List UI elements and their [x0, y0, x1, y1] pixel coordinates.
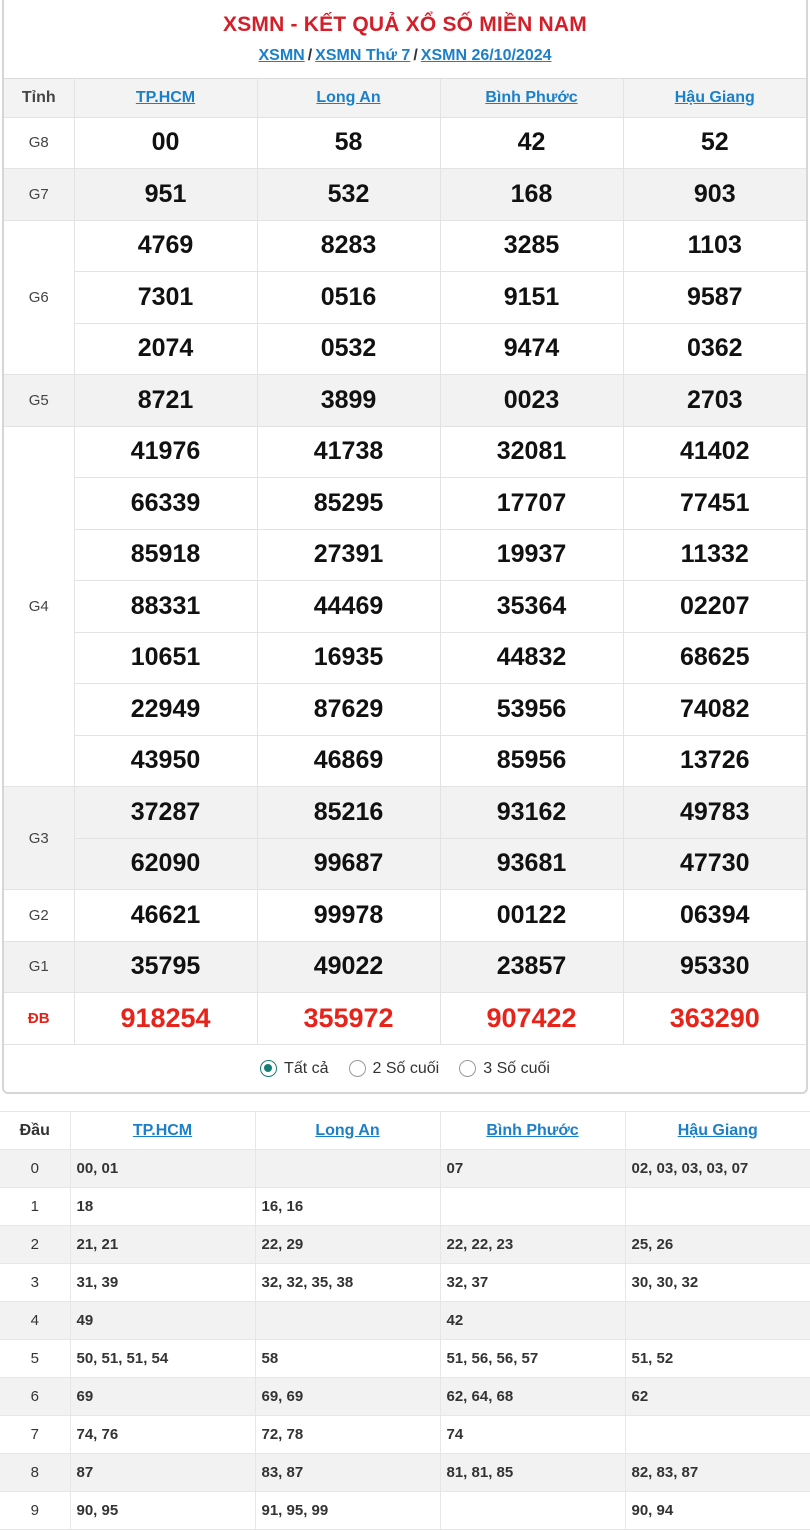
loto-cell [255, 1150, 440, 1188]
loto-cell: 62 [625, 1378, 810, 1416]
filter-option[interactable] [260, 1060, 328, 1078]
prize-number: 8721 [74, 375, 257, 427]
prize-label: G2 [4, 890, 74, 942]
prize-number: 41402 [623, 426, 806, 478]
prize-number: 62090 [74, 838, 257, 890]
prize-label: G8 [4, 117, 74, 169]
loto-header-row [0, 1112, 810, 1150]
prize-number: 44469 [257, 581, 440, 633]
loto-cell: 07 [440, 1150, 625, 1188]
prize-number: 85918 [74, 529, 257, 581]
prize-number: 49022 [257, 941, 440, 993]
filter-option[interactable] [459, 1060, 550, 1078]
loto-cell: 00, 01 [70, 1150, 255, 1188]
prize-number: 3285 [440, 220, 623, 272]
prize-label: G3 [4, 787, 74, 890]
prize-row [4, 478, 806, 530]
prize-number: 37287 [74, 787, 257, 839]
prize-row [4, 272, 806, 324]
breadcrumb-separator: / [413, 47, 418, 64]
prize-number: 9151 [440, 272, 623, 324]
loto-cell: 02, 03, 03, 03, 07 [625, 1150, 810, 1188]
prize-number: 9587 [623, 272, 806, 324]
loto-cell: 21, 21 [70, 1226, 255, 1264]
prize-row [4, 375, 806, 427]
loto-head-digit: 9 [0, 1492, 70, 1530]
prize-number: 0023 [440, 375, 623, 427]
loto-cell: 18 [70, 1188, 255, 1226]
loto-head-digit: 1 [0, 1188, 70, 1226]
loto-head-digit: 0 [0, 1150, 70, 1188]
prize-number: 32081 [440, 426, 623, 478]
loto-head-digit: 7 [0, 1416, 70, 1454]
prize-number: 11332 [623, 529, 806, 581]
prize-row [4, 220, 806, 272]
prize-number: 19937 [440, 529, 623, 581]
prize-number: 49783 [623, 787, 806, 839]
loto-province-link[interactable]: Hậu Giang [677, 1121, 758, 1139]
filter-option-label: Tất cả [284, 1059, 329, 1077]
loto-cell: 72, 78 [255, 1416, 440, 1454]
prize-row [4, 169, 806, 221]
loto-cell: 90, 95 [70, 1492, 255, 1530]
loto-province-link[interactable]: Long An [315, 1121, 380, 1139]
prize-number: 93162 [440, 787, 623, 839]
loto-cell: 51, 56, 56, 57 [440, 1340, 625, 1378]
prize-number: 9474 [440, 323, 623, 375]
prize-row [4, 529, 806, 581]
prize-number: 35364 [440, 581, 623, 633]
prize-number: 2074 [74, 323, 257, 375]
prize-row [4, 838, 806, 890]
prize-number: 77451 [623, 478, 806, 530]
loto-cell [440, 1188, 625, 1226]
radio-checked-icon[interactable] [260, 1060, 277, 1077]
prize-number: 46621 [74, 890, 257, 942]
loto-row [0, 1378, 810, 1416]
breadcrumb-link-weekday[interactable]: XSMN Thứ 7 [315, 47, 411, 64]
prize-number: 00122 [440, 890, 623, 942]
loto-head-digit: 8 [0, 1454, 70, 1492]
loto-cell [625, 1188, 810, 1226]
prize-number: 0532 [257, 323, 440, 375]
prize-number: 168 [440, 169, 623, 221]
loto-cell: 22, 29 [255, 1226, 440, 1264]
prize-label: G1 [4, 941, 74, 993]
prize-number: 88331 [74, 581, 257, 633]
prize-row [4, 117, 806, 169]
prize-row [4, 632, 806, 684]
loto-cell: 58 [255, 1340, 440, 1378]
prize-number: 95330 [623, 941, 806, 993]
province-header [440, 79, 623, 117]
loto-cell: 22, 22, 23 [440, 1226, 625, 1264]
loto-cell: 69 [70, 1378, 255, 1416]
loto-cell: 42 [440, 1302, 625, 1340]
province-header [623, 79, 806, 117]
filter-option[interactable] [349, 1060, 440, 1078]
loto-row [0, 1454, 810, 1492]
loto-cell: 87 [70, 1454, 255, 1492]
prize-number: 17707 [440, 478, 623, 530]
prize-number: 68625 [623, 632, 806, 684]
loto-cell: 31, 39 [70, 1264, 255, 1302]
loto-cell [255, 1302, 440, 1340]
loto-cell: 83, 87 [255, 1454, 440, 1492]
loto-cell: 25, 26 [625, 1226, 810, 1264]
loto-cell: 69, 69 [255, 1378, 440, 1416]
loto-head-digit: 3 [0, 1264, 70, 1302]
prize-number: 58 [257, 117, 440, 169]
prize-row [4, 941, 806, 993]
prize-label: G6 [4, 220, 74, 375]
loto-cell: 90, 94 [625, 1492, 810, 1530]
radio-unchecked-icon[interactable] [349, 1060, 366, 1077]
loto-cell: 82, 83, 87 [625, 1454, 810, 1492]
radio-unchecked-icon[interactable] [459, 1060, 476, 1077]
prize-number: 7301 [74, 272, 257, 324]
prize-row [4, 787, 806, 839]
results-table [4, 79, 806, 1045]
loto-row [0, 1416, 810, 1454]
special-prize-number: 363290 [623, 993, 806, 1045]
prize-number: 1103 [623, 220, 806, 272]
prize-number: 87629 [257, 684, 440, 736]
page-header [4, 0, 806, 79]
prize-number: 41976 [74, 426, 257, 478]
prize-number: 13726 [623, 735, 806, 787]
loto-province-header [255, 1112, 440, 1150]
special-prize-number: 907422 [440, 993, 623, 1045]
prize-number: 00 [74, 117, 257, 169]
loto-row [0, 1264, 810, 1302]
province-link[interactable]: Long An [316, 88, 381, 106]
prize-number: 85216 [257, 787, 440, 839]
province-link[interactable]: TP.HCM [135, 88, 196, 106]
breadcrumb-link-date[interactable]: XSMN 26/10/2024 [420, 47, 552, 64]
prize-number: 3899 [257, 375, 440, 427]
prize-label: G7 [4, 169, 74, 221]
filter-option-label: 3 Số cuối [483, 1059, 550, 1077]
prize-number: 44832 [440, 632, 623, 684]
loto-province-header [70, 1112, 255, 1150]
loto-cell: 16, 16 [255, 1188, 440, 1226]
loto-cell: 81, 81, 85 [440, 1454, 625, 1492]
prize-number: 41738 [257, 426, 440, 478]
prize-label: G4 [4, 426, 74, 787]
prize-number: 2703 [623, 375, 806, 427]
prize-number: 8283 [257, 220, 440, 272]
loto-row [0, 1340, 810, 1378]
prize-number: 23857 [440, 941, 623, 993]
loto-cell: 32, 37 [440, 1264, 625, 1302]
prize-row [4, 735, 806, 787]
prize-number: 10651 [74, 632, 257, 684]
prize-number: 22949 [74, 684, 257, 736]
loto-head-digit: 5 [0, 1340, 70, 1378]
filter-option-label: 2 Số cuối [372, 1059, 440, 1077]
loto-province-link[interactable]: TP.HCM [132, 1121, 193, 1139]
prize-number: 35795 [74, 941, 257, 993]
loto-row [0, 1492, 810, 1530]
province-header [257, 79, 440, 117]
loto-cell: 74, 76 [70, 1416, 255, 1454]
prize-number: 52 [623, 117, 806, 169]
province-link[interactable]: Hậu Giang [674, 88, 755, 106]
province-header [74, 79, 257, 117]
prize-number: 16935 [257, 632, 440, 684]
special-prize-number: 918254 [74, 993, 257, 1045]
prize-number: 47730 [623, 838, 806, 890]
loto-row [0, 1302, 810, 1340]
prize-number: 53956 [440, 684, 623, 736]
breadcrumb [4, 45, 806, 67]
prize-number: 951 [74, 169, 257, 221]
loto-cell: 50, 51, 51, 54 [70, 1340, 255, 1378]
prize-row [4, 890, 806, 942]
loto-card [0, 1111, 810, 1530]
prize-label: ĐB [4, 993, 74, 1045]
prize-row [4, 993, 806, 1045]
prize-row [4, 426, 806, 478]
prize-label: G5 [4, 375, 74, 427]
results-header-row [4, 79, 806, 117]
loto-cell: 49 [70, 1302, 255, 1340]
loto-cell [440, 1492, 625, 1530]
prize-number: 85956 [440, 735, 623, 787]
prize-number: 43950 [74, 735, 257, 787]
loto-cell [625, 1302, 810, 1340]
page-title: XSMN - KẾT QUẢ XỔ SỐ MIỀN NAM [223, 13, 587, 36]
prize-number: 74082 [623, 684, 806, 736]
loto-province-link[interactable]: Bình Phước [486, 1121, 579, 1139]
loto-row [0, 1150, 810, 1188]
prize-number: 85295 [257, 478, 440, 530]
loto-row [0, 1226, 810, 1264]
prize-number: 532 [257, 169, 440, 221]
loto-head-digit: 4 [0, 1302, 70, 1340]
prize-row [4, 581, 806, 633]
prize-row [4, 323, 806, 375]
loto-province-header [625, 1112, 810, 1150]
prize-number: 02207 [623, 581, 806, 633]
prize-row [4, 684, 806, 736]
dau-header: Đầu [0, 1112, 70, 1150]
loto-cell: 30, 30, 32 [625, 1264, 810, 1302]
prize-number: 42 [440, 117, 623, 169]
loto-cell: 62, 64, 68 [440, 1378, 625, 1416]
loto-row [0, 1188, 810, 1226]
breadcrumb-link-xsmn[interactable]: XSMN [258, 47, 305, 64]
digit-filter [4, 1045, 806, 1093]
prize-number: 99978 [257, 890, 440, 942]
loto-cell [625, 1416, 810, 1454]
loto-province-header [440, 1112, 625, 1150]
prize-number: 66339 [74, 478, 257, 530]
results-card [2, 0, 808, 1094]
loto-cell: 91, 95, 99 [255, 1492, 440, 1530]
prize-number: 99687 [257, 838, 440, 890]
prize-number: 06394 [623, 890, 806, 942]
prize-number: 46869 [257, 735, 440, 787]
loto-cell: 51, 52 [625, 1340, 810, 1378]
loto-cell: 32, 32, 35, 38 [255, 1264, 440, 1302]
prize-number: 0516 [257, 272, 440, 324]
prize-number: 0362 [623, 323, 806, 375]
prize-number: 27391 [257, 529, 440, 581]
special-prize-number: 355972 [257, 993, 440, 1045]
province-label-header: Tỉnh [4, 79, 74, 117]
province-link[interactable]: Bình Phước [485, 88, 578, 106]
breadcrumb-separator: / [307, 47, 313, 64]
prize-number: 93681 [440, 838, 623, 890]
loto-head-digit: 6 [0, 1378, 70, 1416]
loto-cell: 74 [440, 1416, 625, 1454]
prize-number: 4769 [74, 220, 257, 272]
loto-table [0, 1111, 810, 1530]
prize-number: 903 [623, 169, 806, 221]
loto-head-digit: 2 [0, 1226, 70, 1264]
